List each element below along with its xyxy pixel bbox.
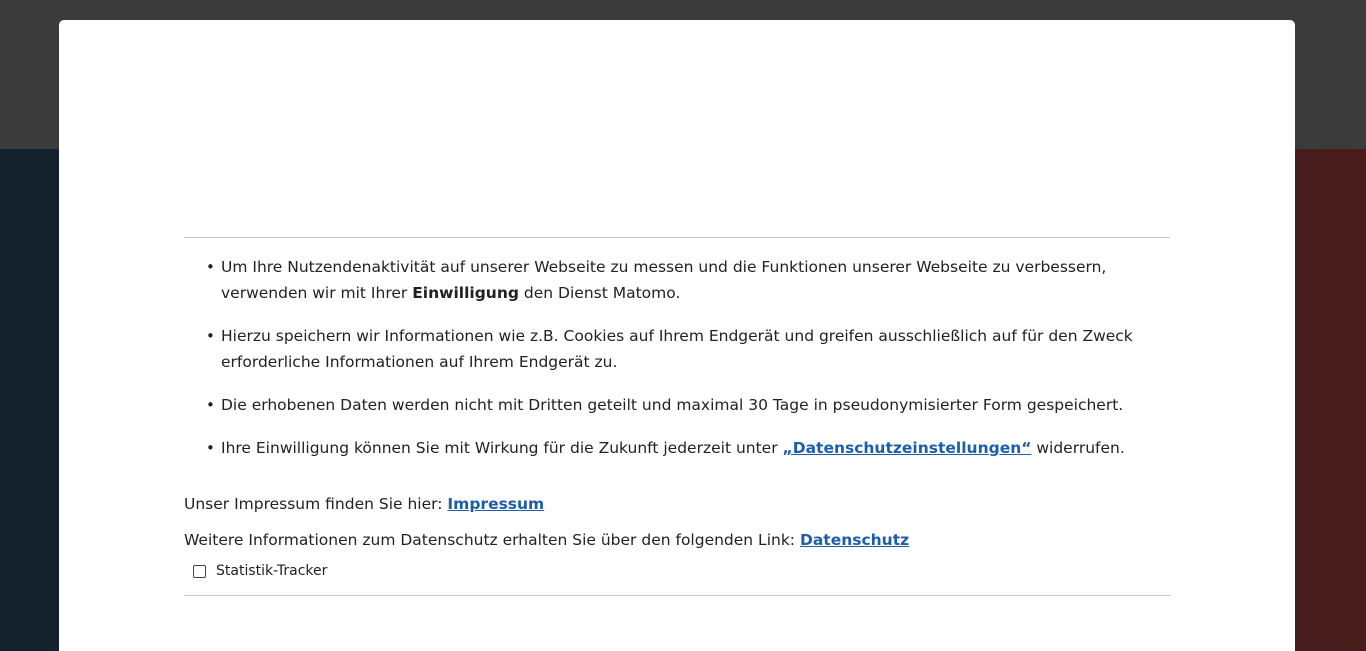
bullet-text: den Dienst Matomo.: [518, 284, 681, 302]
impressum-text: Unser Impressum finden Sie hier:: [184, 495, 448, 513]
bullet-text: Um Ihre Nutzendenaktivität auf unserer Webseite zu messen und die Funktionen unserer Webseite zu verbessern, verwenden wir mit Ihrer: [221, 258, 1107, 302]
consent-bullet-list: [184, 254, 1170, 461]
privacy-policy-link[interactable]: Datenschutz: [799, 531, 910, 549]
statistics-tracker-label[interactable]: Statistik-Tracker: [216, 563, 328, 579]
bullet-glyph: •: [206, 439, 215, 457]
impressum-link[interactable]: Impressum: [447, 495, 545, 513]
privacy-settings-link[interactable]: „Datenschutzeinstellungen“: [782, 439, 1032, 457]
impressum-line: [184, 493, 1170, 515]
bullet-text: widerrufen.: [1031, 439, 1125, 457]
bullet-text: Hierzu speichern wir Informationen wie z.B. Cookies auf Ihrem Endgerät und greifen ausschließlich auf für den Zweck erforderliche Informationen auf Ihrem Endgerät zu.: [221, 327, 1133, 371]
bullet-glyph: •: [206, 327, 215, 345]
privacy-info-text: Weitere Informationen zum Datenschutz erhalten Sie über den folgenden Link:: [184, 531, 800, 549]
consent-emphasis: Einwilligung: [412, 284, 519, 302]
statistics-tracker-checkbox[interactable]: [193, 565, 206, 578]
top-divider: [184, 237, 1170, 238]
bullet-glyph: •: [206, 258, 215, 276]
bottom-divider: [184, 595, 1170, 596]
list-item: [184, 435, 1170, 461]
consent-modal: [59, 20, 1295, 651]
statistics-tracker-option[interactable]: [184, 562, 1170, 580]
list-item: [184, 323, 1170, 375]
bullet-text: Die erhobenen Daten werden nicht mit Dritten geteilt und maximal 30 Tage in pseudonymisierter Form gespeichert.: [221, 396, 1124, 414]
bullet-text: Ihre Einwilligung können Sie mit Wirkung für die Zukunft jederzeit unter: [221, 439, 783, 457]
list-item: [184, 254, 1170, 306]
privacy-info-line: [184, 529, 1170, 551]
list-item: [184, 392, 1170, 418]
consent-content: [184, 237, 1170, 596]
bullet-glyph: •: [206, 396, 215, 414]
